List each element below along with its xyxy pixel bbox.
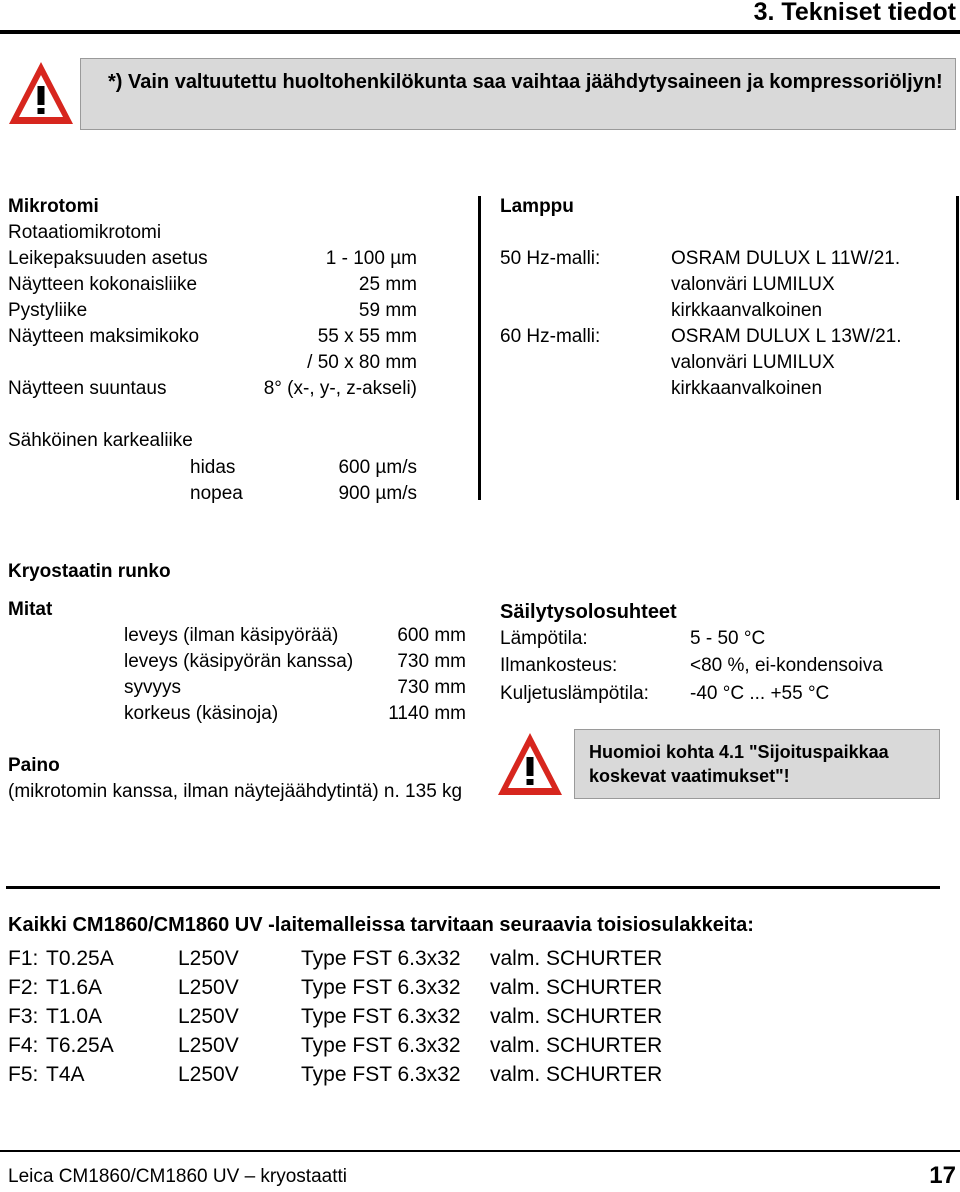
footer-rule — [0, 1150, 960, 1152]
fuse-voltage: L250V — [178, 1034, 239, 1057]
fuse-voltage: L250V — [178, 1005, 239, 1028]
coarse-feed-value: 900 µm/s — [338, 483, 417, 504]
page-number: 17 — [929, 1162, 956, 1189]
coarse-feed-label: nopea — [190, 483, 243, 504]
dimension-label: korkeus (käsinoja) — [124, 703, 279, 724]
lamp-model-value: kirkkaanvalkoinen — [671, 300, 823, 321]
fuse-voltage: L250V — [178, 947, 239, 970]
fuse-rating: T1.0A — [46, 1005, 103, 1028]
storage-notice-line: Huomioi kohta 4.1 "Sijoituspaikkaa — [589, 742, 889, 762]
fuse-type: Type FST 6.3x32 — [301, 947, 461, 970]
lamp-model-value: valonväri LUMILUX — [671, 352, 835, 373]
fuse-type: Type FST 6.3x32 — [301, 1005, 461, 1028]
storage-notice-line: koskevat vaatimukset"! — [589, 766, 790, 786]
lamp-model-label: 50 Hz-malli: — [500, 248, 601, 269]
fuse-rating: T1.6A — [46, 976, 103, 999]
warning-triangle-icon — [6, 58, 76, 128]
page-header-title: 3. Tekniset tiedot — [753, 0, 956, 26]
fuse-type: Type FST 6.3x32 — [301, 976, 461, 999]
fuse-maker: valm. SCHURTER — [490, 1063, 663, 1086]
column-divider-right — [956, 196, 959, 500]
storage-title: Säilytysolosuhteet — [500, 601, 677, 623]
dimension-value: 730 mm — [397, 677, 466, 698]
dimension-value: 730 mm — [397, 651, 466, 672]
microtome-row-label: Näytteen kokonaisliike — [8, 274, 198, 295]
microtome-row-value: 1 - 100 µm — [325, 248, 417, 269]
lamp-model-value: valonväri LUMILUX — [671, 274, 835, 295]
dimensions-title: Mitat — [8, 599, 53, 620]
column-divider-left — [478, 196, 481, 500]
fuse-type: Type FST 6.3x32 — [301, 1034, 461, 1057]
microtome-title: Mikrotomi — [8, 196, 99, 217]
microtome-row-value: 25 mm — [358, 274, 417, 295]
header-rule — [0, 30, 960, 34]
fuse-id: F4: — [8, 1034, 39, 1057]
lamp-model-value: kirkkaanvalkoinen — [671, 378, 823, 399]
microtome-row-value: / 50 x 80 mm — [307, 352, 417, 373]
microtome-row-label: Näytteen suuntaus — [8, 378, 167, 399]
microtome-row-value: 8° (x-, y-, z-akseli) — [263, 378, 417, 399]
fuse-type: Type FST 6.3x32 — [301, 1063, 461, 1086]
coarse-feed-label: hidas — [190, 457, 236, 478]
fuses-rule — [6, 886, 940, 889]
lamp-model-value: OSRAM DULUX L 11W/21. — [671, 248, 901, 269]
fuse-voltage: L250V — [178, 1063, 239, 1086]
storage-value: -40 °C ... +55 °C — [690, 683, 830, 704]
storage-label: Kuljetuslämpötila: — [500, 683, 649, 704]
storage-label: Lämpötila: — [500, 628, 588, 649]
microtome-row-value: 59 mm — [358, 300, 417, 321]
fuse-rating: T0.25A — [46, 947, 114, 970]
cryostat-title: Kryostaatin runko — [8, 561, 171, 582]
fuse-id: F3: — [8, 1005, 39, 1028]
dimension-value: 1140 mm — [388, 703, 466, 724]
footer-text: Leica CM1860/CM1860 UV – kryostaatti — [8, 1166, 347, 1187]
dimension-value: 600 mm — [397, 625, 466, 646]
storage-value: 5 - 50 °C — [690, 628, 766, 649]
fuse-id: F1: — [8, 947, 39, 970]
coarse-feed-title: Sähköinen karkealiike — [8, 430, 193, 451]
weight-text: (mikrotomin kanssa, ilman näytejäähdytintä) n. 135 kg — [8, 781, 463, 802]
coarse-feed-value: 600 µm/s — [338, 457, 417, 478]
microtome-row-label: Leikepaksuuden asetus — [8, 248, 208, 269]
fuse-rating: T6.25A — [46, 1034, 114, 1057]
dimension-label: syvyys — [124, 677, 181, 698]
fuse-maker: valm. SCHURTER — [490, 1034, 663, 1057]
fuse-id: F2: — [8, 976, 39, 999]
top-notice-text: *) Vain valtuutettu huoltohenkilökunta saa vaihtaa jäähdytysaineen ja kompressoriöljyn! — [108, 71, 943, 93]
lamp-model-label: 60 Hz-malli: — [500, 326, 601, 347]
storage-notice-box — [574, 729, 940, 799]
fuses-title: Kaikki CM1860/CM1860 UV -laitemalleissa tarvitaan seuraavia toisiosulakkeita: — [8, 914, 754, 936]
fuse-voltage: L250V — [178, 976, 239, 999]
dimension-label: leveys (käsipyörän kanssa) — [124, 651, 354, 672]
fuse-maker: valm. SCHURTER — [490, 976, 663, 999]
microtome-row-label: Pystyliike — [8, 300, 88, 321]
storage-label: Ilmankosteus: — [500, 655, 618, 676]
storage-value: <80 %, ei-kondensoiva — [690, 655, 883, 676]
dimension-label: leveys (ilman käsipyörää) — [124, 625, 339, 646]
lamp-title: Lamppu — [500, 196, 574, 217]
microtome-row-label: Rotaatiomikrotomi — [8, 222, 162, 243]
top-notice-box — [80, 58, 956, 130]
microtome-row-value: 55 x 55 mm — [317, 326, 417, 347]
lamp-model-value: OSRAM DULUX L 13W/21. — [671, 326, 902, 347]
warning-triangle-icon — [495, 730, 565, 798]
fuse-id: F5: — [8, 1063, 39, 1086]
fuse-maker: valm. SCHURTER — [490, 1005, 663, 1028]
microtome-row-label: Näytteen maksimikoko — [8, 326, 200, 347]
fuse-rating: T4A — [46, 1063, 85, 1086]
weight-title: Paino — [8, 755, 60, 776]
fuse-maker: valm. SCHURTER — [490, 947, 663, 970]
